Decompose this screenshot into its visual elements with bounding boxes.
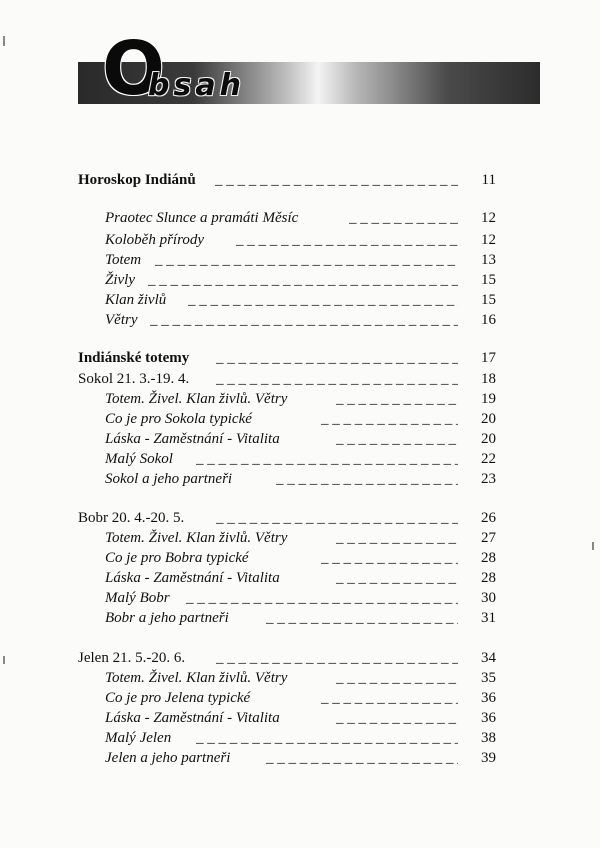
- toc-entry-title: Co je pro Jelena typické: [105, 690, 251, 706]
- title-initial: O: [102, 26, 165, 112]
- toc-entry: [78, 608, 498, 628]
- toc-entry-page: 28: [481, 550, 496, 566]
- toc-leader: [336, 528, 458, 548]
- toc-entry-title: Co je pro Sokola typické: [105, 411, 252, 427]
- toc-entry-page: 20: [481, 431, 496, 447]
- toc-entry: [78, 429, 498, 449]
- toc-leader: [321, 548, 458, 568]
- toc-leader: [155, 250, 458, 270]
- scan-edge-mark: [592, 542, 594, 550]
- toc-entry-page: 23: [481, 471, 496, 487]
- toc-entry: [78, 588, 498, 608]
- toc-entry-page: 20: [481, 411, 496, 427]
- toc-entry-title: Větry: [105, 312, 138, 328]
- toc-leader: [150, 310, 458, 330]
- toc-leader: [216, 508, 458, 528]
- toc-leader: [236, 230, 458, 250]
- toc-entry: [78, 688, 498, 708]
- toc-entry-page: 18: [481, 371, 496, 387]
- toc-entry-page: 13: [481, 252, 496, 268]
- toc-entry-page: 26: [481, 510, 496, 526]
- toc-entry-page: 15: [481, 272, 496, 288]
- toc-entry-title: Živly: [105, 272, 135, 288]
- toc-entry: [78, 708, 498, 728]
- toc-entry-page: 28: [481, 570, 496, 586]
- toc-entry-page: 34: [481, 650, 496, 666]
- toc-entry-title: Sokol a jeho partneři: [105, 471, 233, 487]
- toc-entry-page: 38: [481, 730, 496, 746]
- toc-entry-title: Totem. Živel. Klan živlů. Větry: [105, 391, 288, 407]
- toc-entry: [78, 310, 498, 330]
- toc-entry: [78, 208, 498, 228]
- toc-entry-title: Láska - Zaměstnání - Vitalita: [105, 710, 280, 726]
- toc-entry-title: Bobr a jeho partneři: [105, 610, 229, 626]
- toc-leader: [336, 708, 458, 728]
- toc-entry: [78, 469, 498, 489]
- toc-entry: [78, 748, 498, 768]
- toc-leader: [336, 568, 458, 588]
- toc-entry-title: Horoskop Indiánů: [78, 172, 196, 188]
- toc-leader: [336, 668, 458, 688]
- toc-entry-title: Malý Bobr: [105, 590, 170, 606]
- toc-entry-page: 16: [481, 312, 496, 328]
- toc-entry-title: Malý Jelen: [105, 730, 172, 746]
- toc-entry-title: Totem. Živel. Klan živlů. Větry: [105, 530, 288, 546]
- toc-entry-page: 36: [481, 710, 496, 726]
- toc-leader: [321, 688, 458, 708]
- toc-entry-page: 22: [481, 451, 496, 467]
- toc-entry-page: 36: [481, 690, 496, 706]
- toc-entry-title: Sokol 21. 3.-19. 4.: [78, 371, 190, 387]
- toc-entry: [78, 728, 498, 748]
- toc-entry-title: Láska - Zaměstnání - Vitalita: [105, 431, 280, 447]
- toc-entry: [78, 348, 498, 368]
- toc-leader: [336, 429, 458, 449]
- toc-leader: [349, 208, 458, 228]
- toc-entry: [78, 389, 498, 409]
- toc-entry-title: Jelen 21. 5.-20. 6.: [78, 650, 186, 666]
- toc-entry: [78, 568, 498, 588]
- toc-leader: [266, 608, 458, 628]
- toc-entry: [78, 648, 498, 668]
- toc-leader: [336, 389, 458, 409]
- toc-entry-title: Láska - Zaměstnání - Vitalita: [105, 570, 280, 586]
- toc-entry-title: Bobr 20. 4.-20. 5.: [78, 510, 185, 526]
- toc-entry-title: Totem. Živel. Klan živlů. Větry: [105, 670, 288, 686]
- toc-leader: [196, 728, 458, 748]
- toc-entry-page: 15: [481, 292, 496, 308]
- toc-leader: [216, 348, 458, 368]
- toc-entry-title: Indiánské totemy: [78, 350, 190, 366]
- toc-leader: [276, 469, 458, 489]
- toc-entry-page: 31: [481, 610, 496, 626]
- toc-entry-title: Klan živlů: [105, 292, 167, 308]
- toc-entry-page: 17: [481, 350, 496, 366]
- toc-leader: [266, 748, 458, 768]
- toc-entry-title: Totem: [105, 252, 142, 268]
- scan-edge-mark: [3, 656, 5, 664]
- toc-leader: [215, 170, 458, 190]
- toc-entry-title: Co je pro Bobra typické: [105, 550, 249, 566]
- toc-leader: [216, 648, 458, 668]
- toc-leader: [196, 449, 458, 469]
- toc-entry: [78, 369, 498, 389]
- title-rest: bsah: [148, 68, 245, 103]
- toc-entry-page: 12: [481, 232, 496, 248]
- toc-entry-page: 39: [481, 750, 496, 766]
- toc-entry-page: 11: [481, 172, 496, 188]
- toc-leader: [186, 588, 458, 608]
- toc-entry-title: Koloběh přírody: [105, 232, 205, 248]
- toc-entry-title: Malý Sokol: [105, 451, 173, 467]
- toc-entry-page: 27: [481, 530, 496, 546]
- toc-leader: [216, 369, 458, 389]
- toc-entry: [78, 170, 498, 190]
- toc-entry-page: 19: [481, 391, 496, 407]
- toc-leader: [148, 270, 458, 290]
- scan-edge-mark: [3, 36, 5, 46]
- toc-entry: [78, 548, 498, 568]
- toc-leader: [188, 290, 458, 310]
- toc-entry-title: Jelen a jeho partneři: [105, 750, 231, 766]
- toc-entry: [78, 230, 498, 250]
- toc-entry: [78, 449, 498, 469]
- toc-entry: [78, 250, 498, 270]
- toc-entry-page: 12: [481, 210, 496, 226]
- toc-leader: [321, 409, 458, 429]
- toc-entry: [78, 508, 498, 528]
- toc-entry: [78, 290, 498, 310]
- toc-entry: [78, 270, 498, 290]
- toc-entry-title: Praotec Slunce a pramáti Měsíc: [105, 210, 299, 226]
- toc-entry-page: 30: [481, 590, 496, 606]
- toc-entry: [78, 409, 498, 429]
- toc-entry: [78, 528, 498, 548]
- toc-entry-page: 35: [481, 670, 496, 686]
- toc-entry: [78, 668, 498, 688]
